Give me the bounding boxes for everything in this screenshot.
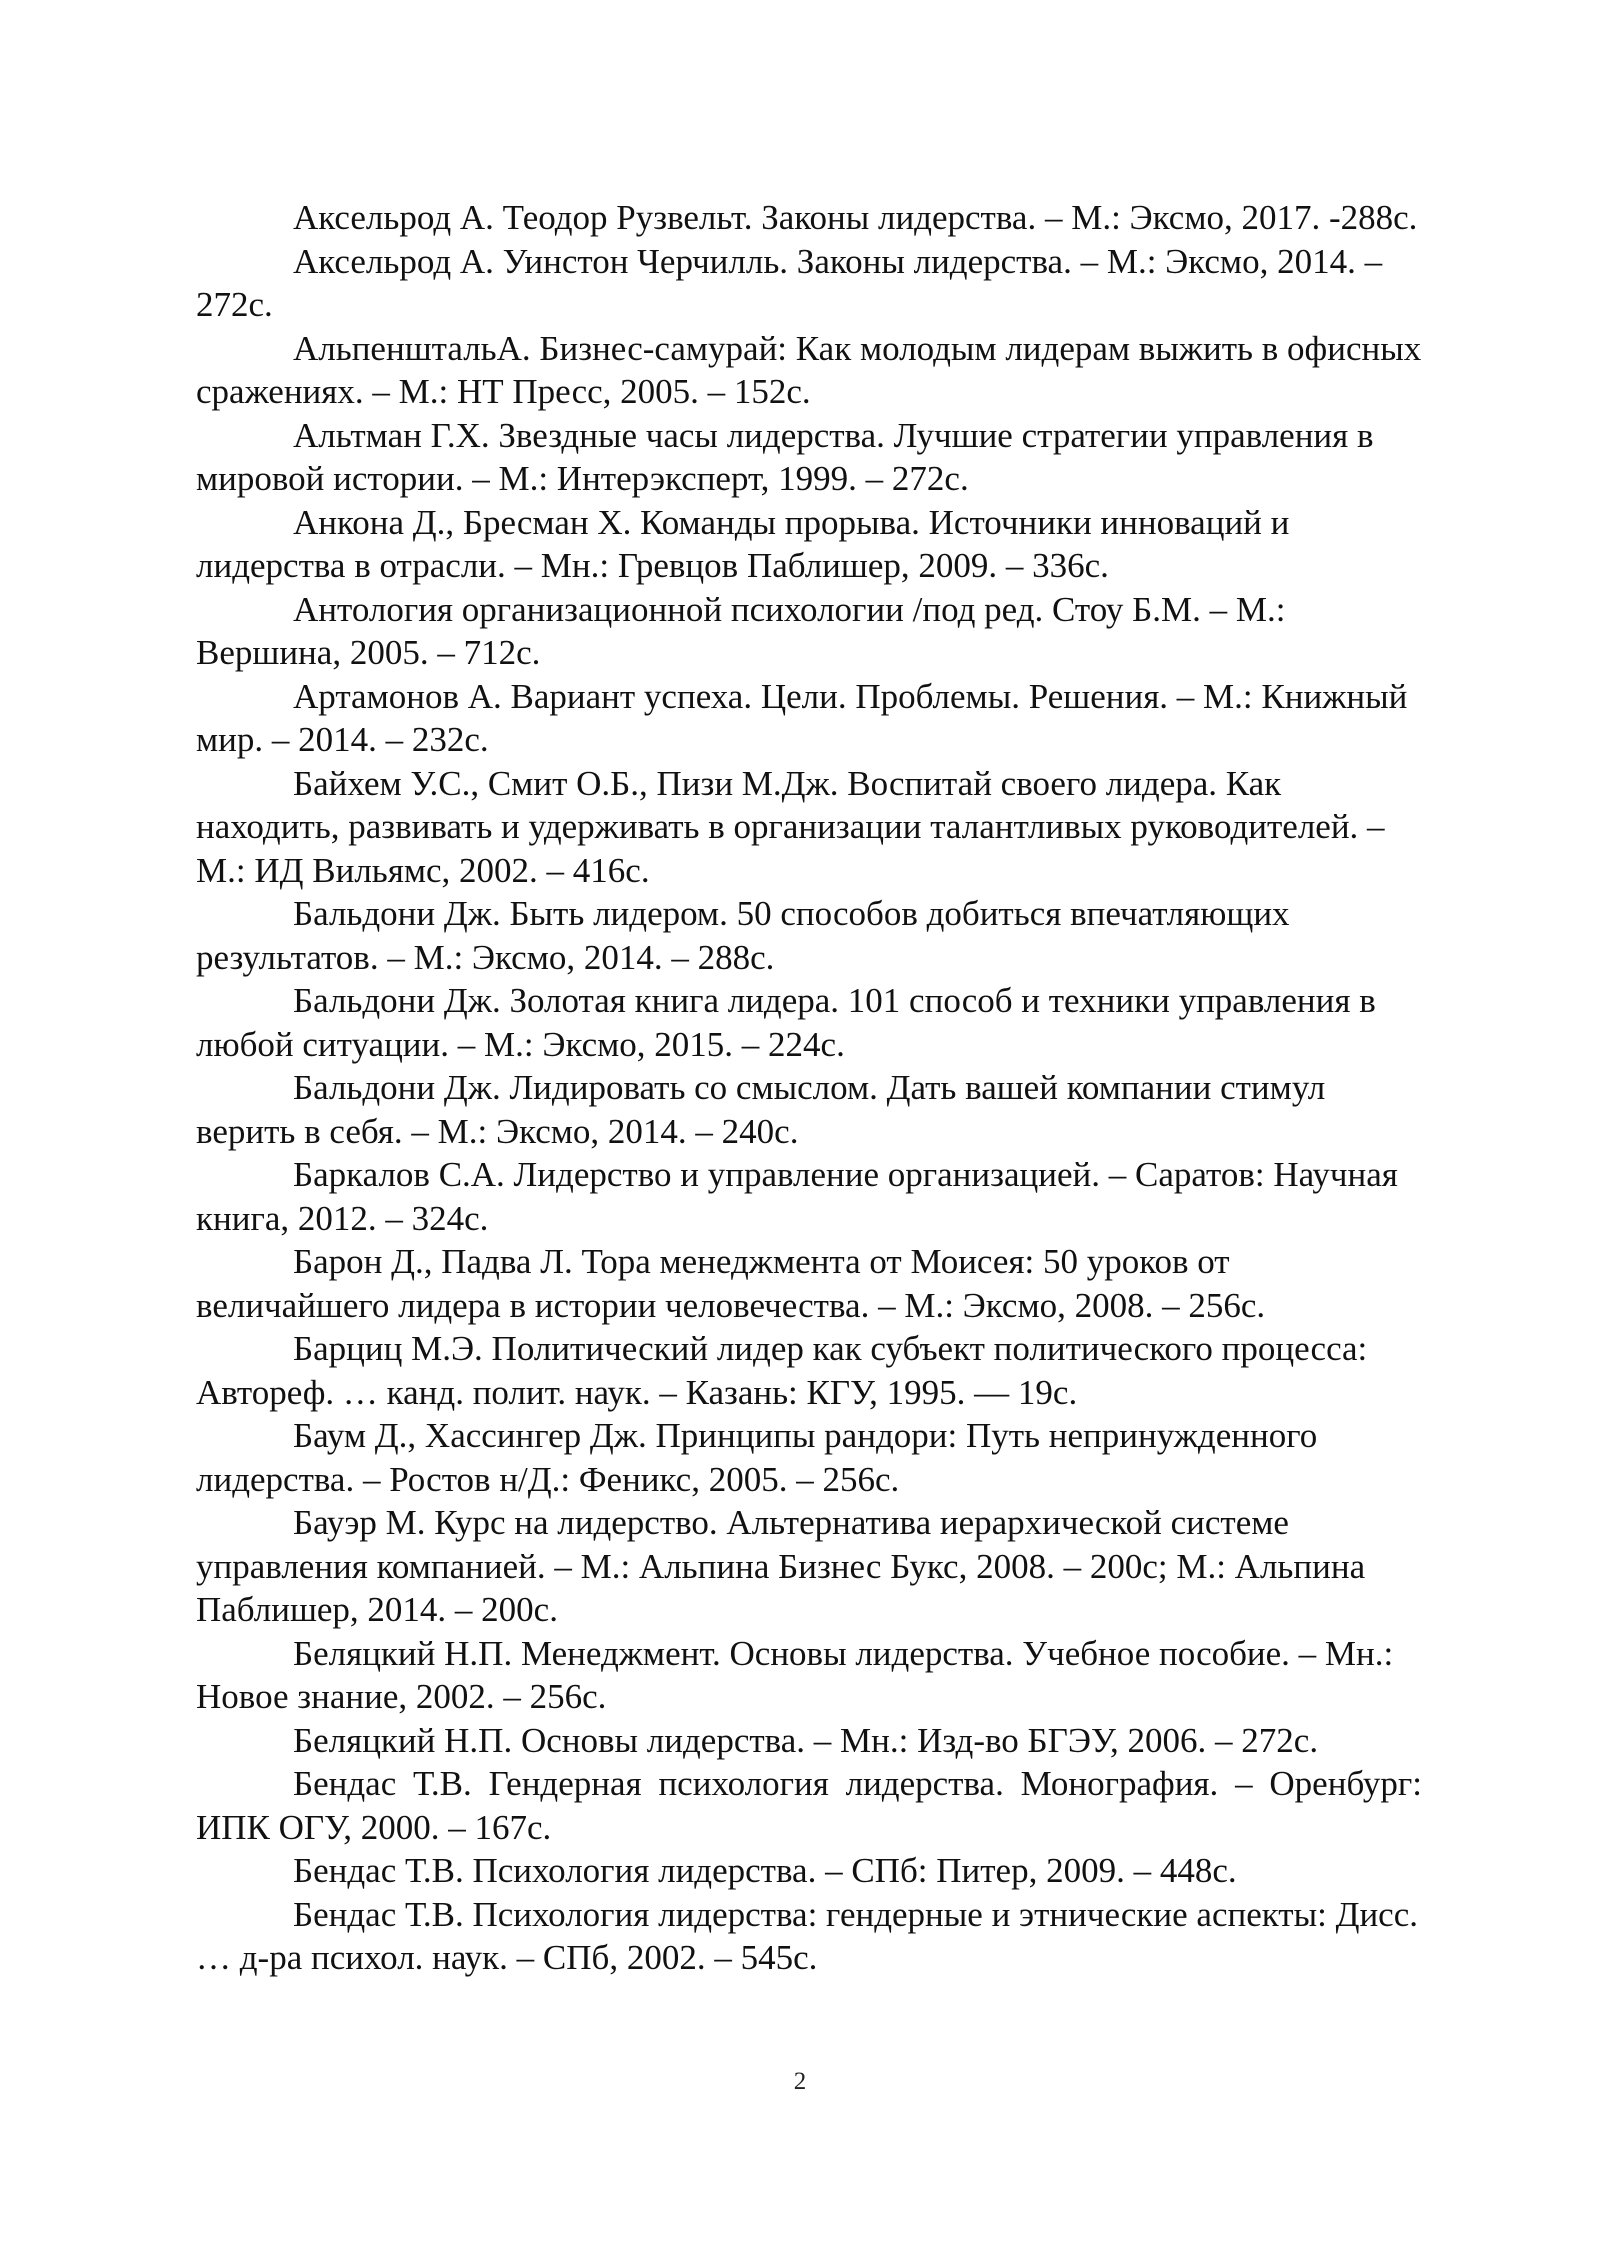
bibliography-entry: Артамонов А. Вариант успеха. Цели. Проблемы. Решения. – М.: Книжный мир. – 2014. – 232с.: [196, 676, 1408, 759]
bibliography-entry: Баркалов С.А. Лидерство и управление организацией. – Саратов: Научная книга, 2012. – 324с.: [196, 1155, 1398, 1238]
bibliography-entry: АльпенштальА. Бизнес-самурай: Как молодым лидерам выжить в офисных сражениях. – М.: НТ Пресс, 2005. – 152с.: [196, 328, 1422, 411]
bibliography-entry: Альтман Г.Х. Звездные часы лидерства. Лучшие стратегии управления в мировой истории. – М.: Интерэксперт, 1999. – 272с.: [196, 415, 1374, 498]
bibliography-entry: Аксельрод А. Уинстон Черчилль. Законы лидерства. – М.: Эксмо, 2014. – 272с.: [196, 241, 1383, 324]
bibliography-entry: Беляцкий Н.П. Основы лидерства. – Мн.: Изд-во БГЭУ, 2006. – 272с.: [293, 1720, 1319, 1760]
bibliography-entry: Аксельрод А. Теодор Рузвельт. Законы лидерства. – М.: Эксмо, 2017. -288с.: [293, 198, 1418, 237]
bibliography-entry: Бальдони Дж. Лидировать со смыслом. Дать вашей компании стимул верить в себя. – М.: Эксмо, 2014. – 240с.: [196, 1068, 1326, 1151]
bibliography-entry: Бауэр М. Курс на лидерство. Альтернатива иерархической системе управления компанией. – М.: Альпина Бизнес Букс, 2008. – 200с; М.: Альпина Паблишер, 2014. – 200с.: [196, 1503, 1366, 1629]
bibliography-entry: Бендас Т.В. Психология лидерства: гендерные и этнические аспекты: Дисс. … д-ра психол. наук. – СПб, 2002. – 545с.: [196, 1894, 1418, 1977]
bibliography-entry: Антология организационной психологии /под ред. Стоу Б.М. – М.: Вершина, 2005. – 712с.: [196, 589, 1286, 672]
bibliography-entry: Бальдони Дж. Золотая книга лидера. 101 способ и техники управления в любой ситуации. – М.: Эксмо, 2015. – 224с.: [196, 981, 1376, 1064]
bibliography-entry: Баум Д., Хассингер Дж. Принципы рандори: Путь непринужденного лидерства. – Ростов н/Д.: Феникс, 2005. – 256с.: [196, 1416, 1318, 1499]
bibliography-entry: Байхем У.С., Смит О.Б., Пизи М.Дж. Воспитай своего лидера. Как находить, развивать и удерживать в организации талантливых руководителей. – М.: ИД Вильямс, 2002. – 416с.: [196, 763, 1385, 890]
bibliography-entry: Барциц М.Э. Политический лидер как субъект политического процесса: Автореф. … канд. полит. наук. – Казань: КГУ, 1995. — 19с.: [196, 1329, 1368, 1412]
bibliography-entry: Бендас Т.В. Гендерная психология лидерства. Монография. – Оренбург: ИПК ОГУ, 2000. – 167с.: [196, 1764, 1422, 1847]
bibliography-list: [196, 196, 1422, 1980]
bibliography-entry: Бендас Т.В. Психология лидерства. – СПб: Питер, 2009. – 448с.: [293, 1851, 1237, 1890]
bibliography-entry: Барон Д., Падва Л. Тора менеджмента от Моисея: 50 уроков от величайшего лидера в истории человечества. – М.: Эксмо, 2008. – 256с.: [196, 1242, 1266, 1325]
bibliography-entry: Анкона Д., Бресман Х. Команды прорыва. Источники инноваций и лидерства в отрасли. – Мн.: Гревцов Паблишер, 2009. – 336с.: [196, 502, 1290, 585]
page-number: 2: [793, 2068, 807, 2095]
bibliography-entry: Бальдони Дж. Быть лидером. 50 способов добиться впечатляющих результатов. – М.: Эксмо, 2014. – 288с.: [196, 894, 1290, 977]
bibliography-entry: Беляцкий Н.П. Менеджмент. Основы лидерства. Учебное пособие. – Мн.: Новое знание, 2002. – 256с.: [196, 1633, 1394, 1716]
